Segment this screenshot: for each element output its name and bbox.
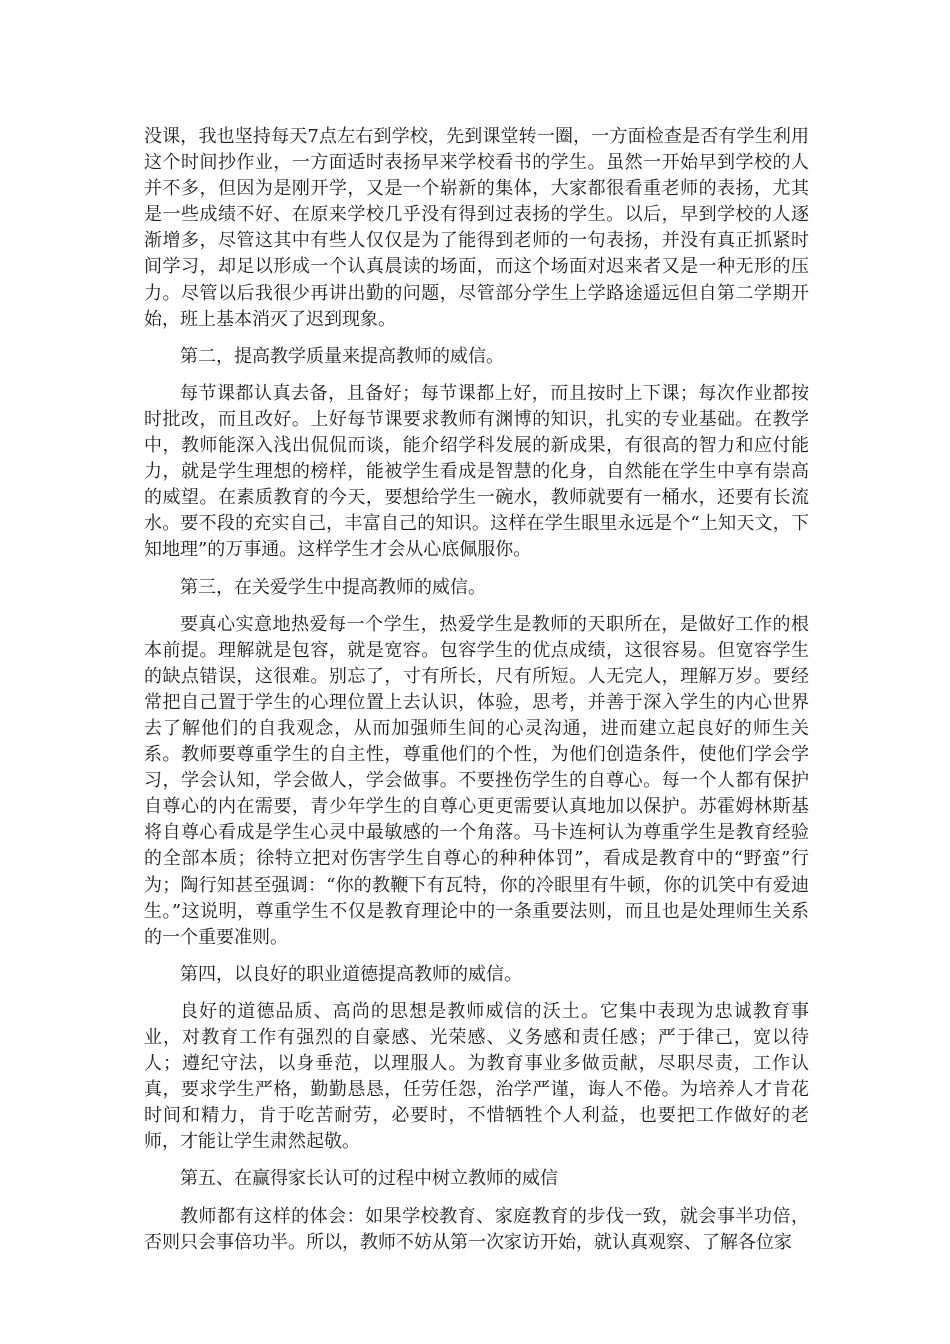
section-heading-3: 第三，在关爱学生中提高教师的威信。 (180, 576, 486, 598)
paragraph-continued: 没课，我也坚持每天7点左右到学校，先到课堂转一圈，一方面检查是否有学生利用这个时间抄作业，一方面适时表扬早来学校看书的学生。虽然一开始早到学校的人并不多，但因为是刚开学，又是一个崭新的集体，大家都很看重老师的表扬，尤其是一些成绩不好、在原来学校几乎没有得到过表扬的学生。以后，早到学校的人逐渐增多，尽管这其中有些人仅仅是为了能得到老师的一句表扬，并没有真正抓紧时间学习，却足以形成一个认真晨读的场面，而这个场面对迟来者又是一种无形的压力。尽管以后我很少再讲出勤的问题，尽管部分学生上学路途遥远但自第二学期开始，班上基本消灭了迟到现象。 (144, 126, 809, 330)
document-body (144, 124, 809, 1267)
section-heading-2: 第二，提高教学质量来提高教师的威信。 (180, 345, 504, 367)
section-heading-4: 第四，以良好的职业道德提高教师的威信。 (180, 963, 522, 985)
paragraph-section-4: 良好的道德品质、高尚的思想是教师威信的沃土。它集中表现为忠诚教育事业，对教育工作有强烈的自豪感、光荣感、义务感和责任感；严于律己，宽以待人；遵纪守法，以身垂范，以理服人。为教育事业多做贡献，尽职尽责，工作认真，要求学生严格，勤勤恳恳，任劳任怨，治学严谨，诲人不倦。为培养人才肯花时间和精力，肯于吃苦耐劳，必要时，不惜牺牲个人利益，也要把工作做好的老师，才能让学生肃然起敬。 (144, 1000, 809, 1153)
paragraph-section-3: 要真心实意地热爱每一个学生，热爱学生是教师的天职所在，是做好工作的根本前提。理解就是包容，就是宽容。包容学生的优点成绩，这很容易。但宽容学生的缺点错误，这很难。别忘了，寸有所长，尺有所短。人无完人，理解万岁。要经常把自己置于学生的心理位置上去认识，体验，思考，并善于深入学生的内心世界去了解他们的自我观念，从而加强师生间的心灵沟通，进而建立起良好的师生关系。教师要尊重学生的自主性，尊重他们的个性，为他们创造条件，使他们学会学习，学会认知，学会做人，学会做事。不要挫伤学生的自尊心。每一个人都有保护自尊心的内在需要，青少年学生的自尊心更更需要认真地加以保护。苏霍姆林斯基将自尊心看成是学生心灵中最敏感的一个角落。马卡连柯认为尊重学生是教育经验的全部本质；徐特立把对伤害学生自尊心的种种体罚”，看成是教育中的“野蛮”行为；陶行知甚至强调：“你的教鞭下有瓦特，你的冷眼里有牛顿，你的讥笑中有爱迪生。”这说明，尊重学生不仅是教育理论中的一条重要法则，而且也是处理师生关系的一个重要准则。 (144, 613, 809, 948)
paragraph-section-5: 教师都有这样的体会：如果学校教育、家庭教育的步伐一致，就会事半功倍，否则只会事倍功半。所以，教师不妨从第一次家访开始，就认真观察、了解各位家 (144, 1205, 809, 1253)
section-heading-5: 第五、在赢得家长认可的过程中树立教师的威信 (180, 1168, 558, 1190)
paragraph-section-2: 每节课都认真去备，且备好；每节课都上好，而且按时上下课；每次作业都按时批改，而且改好。上好每节课要求教师有渊博的知识，扎实的专业基础。在教学中，教师能深入浅出侃侃而谈，能介绍学科发展的新成果，有很高的智力和应付能力，就是学生理想的榜样，能被学生看成是智慧的化身，自然能在学生中享有崇高的威望。在素质教育的今天，要想给学生一碗水，教师就要有一桶水，还要有长流水。要不段的充实自己，丰富自己的知识。这样在学生眼里永远是个“上知天文，下知地理”的万事通。这样学生才会从心底佩服你。 (144, 382, 809, 561)
